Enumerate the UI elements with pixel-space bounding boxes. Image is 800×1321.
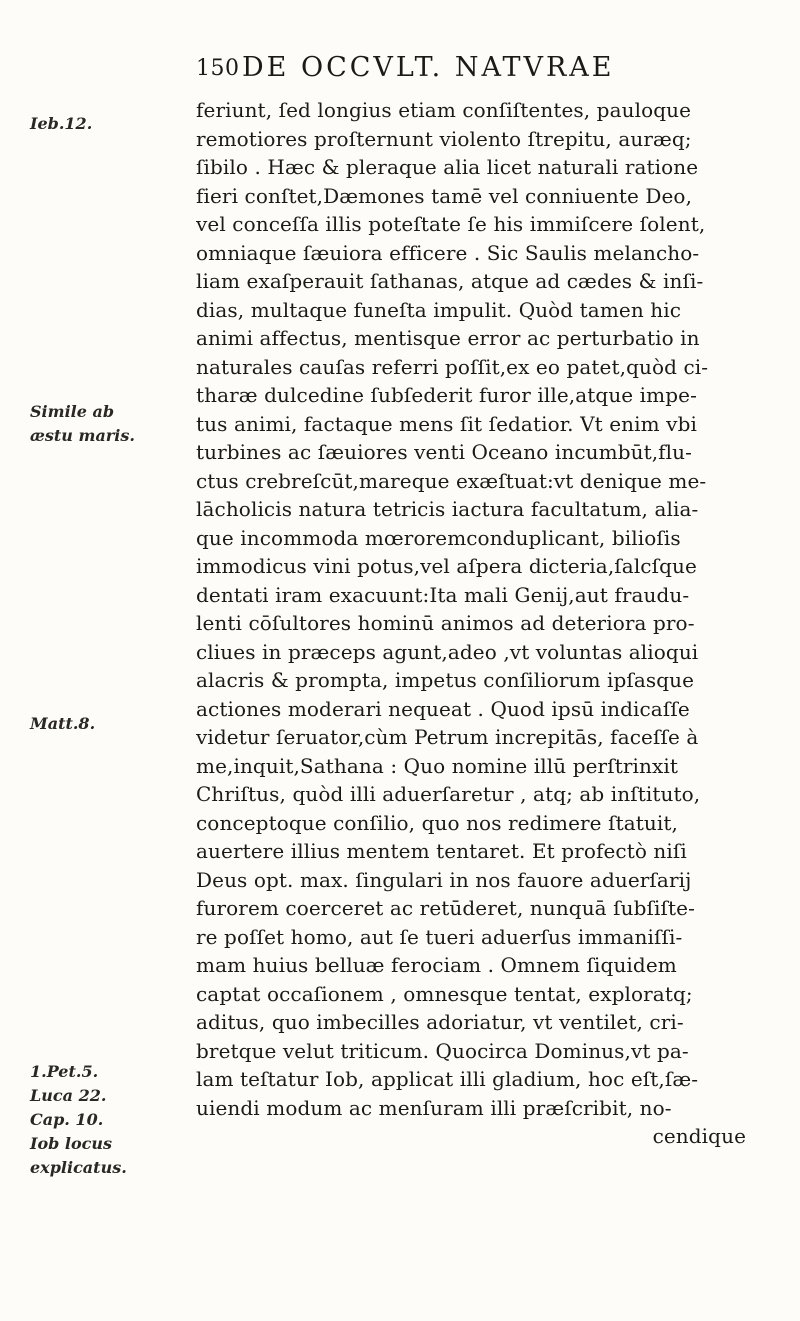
page-number: 150 [196, 56, 240, 81]
marginal-note-line: Luca 22. [30, 1086, 107, 1105]
marginal-note-line: Ieb.12. [30, 114, 93, 133]
marginal-note-line: 1.Pet.5. [30, 1062, 99, 1081]
marginal-note-line: Simile ab [30, 402, 115, 421]
text-line: tus animi, factaque mens ſit ſedatior. Vt enim vbi [196, 411, 697, 436]
text-line: lam teſtatur Iob, applicat illi gladium, hoc eſt,ſæ- [196, 1067, 699, 1091]
marginal-note-line: Cap. 10. [30, 1110, 104, 1129]
text-line: cliues in præceps agunt,adeo ,vt voluntas alioqui [196, 639, 699, 664]
text-line: ctus crebreſcūt,mareque exæſtuat:vt denique me- [196, 468, 707, 493]
text-line: captat occaſionem , omnesque tentat, exploratq; [196, 981, 693, 1006]
text-line: que incommoda mœroremconduplicant, bilioſis [196, 525, 681, 550]
text-line: re poſſet homo, aut ſe tueri aduerſus immaniſſi- [196, 924, 683, 949]
marginal-note-line: explicatus. [30, 1158, 127, 1177]
text-line: omniaque ſæuiora efficere . Sic Saulis melancho- [196, 240, 700, 265]
text-line: turbines ac ſæuiores venti Oceano incumbūt,flu- [196, 440, 693, 464]
text-line: cendique [652, 1124, 746, 1148]
marginal-note-job-12 [30, 112, 180, 136]
text-line: vel conceſſa illis poteſtate ſe his immiſcere ſolent, [196, 212, 706, 236]
text-line: dentati iram exacuunt:Ita mali Genij,aut fraudu- [196, 582, 690, 607]
text-line: animi affectus, mentisque error ac perturbatio in [196, 326, 700, 350]
text-line: mam huius belluæ ferociam . Omnem ſiquidem [196, 953, 677, 977]
body-text [196, 96, 756, 1151]
marginal-note-line: Iob locus [30, 1134, 113, 1153]
marginal-note-matthew-8 [30, 712, 180, 736]
text-line: uiendi modum ac menſuram illi præſcribit, no- [196, 1095, 672, 1120]
text-line: Chriſtus, quòd illi aduerſaretur , atq; ab inſtituto, [196, 782, 701, 806]
text-line: lācholicis natura tetricis iactura facultatum, alia- [196, 497, 699, 521]
text-line: aditus, quo imbecilles adoriatur, vt ventilet, cri- [196, 1010, 684, 1034]
text-line: actiones moderari nequeat . Quod ipsū indicaſſe [196, 696, 690, 721]
text-line: feriunt, ſed longius etiam conſiſtentes, pauloque [196, 98, 692, 122]
text-line: naturales cauſas referri poſſit,ex eo patet,quòd ci- [196, 354, 709, 379]
text-line: dias, multaque funeſta impulit. Quòd tamen hic [196, 297, 682, 322]
marginal-note-simile [30, 400, 180, 448]
text-line: Deus opt. max. ſingulari in nos fauore aduerſarij [196, 867, 692, 892]
text-line: tharæ dulcedine ſubſederit furor ille,atque impe- [196, 383, 697, 407]
text-line: immodicus vini potus,vel aſpera dicteria,ſalcſque [196, 554, 697, 578]
marginal-note-line: Matt.8. [30, 714, 96, 733]
text-line: fieri conſtet,Dæmones tamē vel conniuente Deo, [196, 183, 693, 208]
text-line: videtur ſeruator,cùm Petrum increpitās, faceſſe à [196, 725, 699, 749]
running-head: DE OCCVLT. NATVRAE [242, 52, 615, 83]
text-line: conceptoque conſilio, quo nos redimere ſtatuit, [196, 810, 678, 835]
text-line: bretque velut triticum. Quocirca Dominus,vt pa- [196, 1038, 689, 1063]
text-line: remotiores proſternunt violento ſtrepitu, auræq; [196, 126, 692, 151]
marginal-note-line: æstu maris. [30, 426, 135, 445]
text-line: furorem coerceret ac retūderet, nunquā ſubſiſte- [196, 896, 695, 920]
text-line: ſibilo . Hæc & pleraque alia licet naturali ratione [196, 155, 699, 179]
text-line: auertere illius mentem tentaret. Et profectò niſi [196, 839, 687, 863]
marginal-note-references [30, 1060, 180, 1180]
text-line: lenti cōſultores hominū animos ad deteriora pro- [196, 611, 695, 635]
page-header [196, 52, 736, 92]
text-line: alacris & prompta, impetus conſiliorum ipſasque [196, 668, 695, 692]
text-line: me,inquit,Sathana : Quo nomine illū perſtrinxit [196, 753, 678, 778]
text-line: liam exaſperauit ſathanas, atque ad cædes & inſi- [196, 269, 704, 293]
